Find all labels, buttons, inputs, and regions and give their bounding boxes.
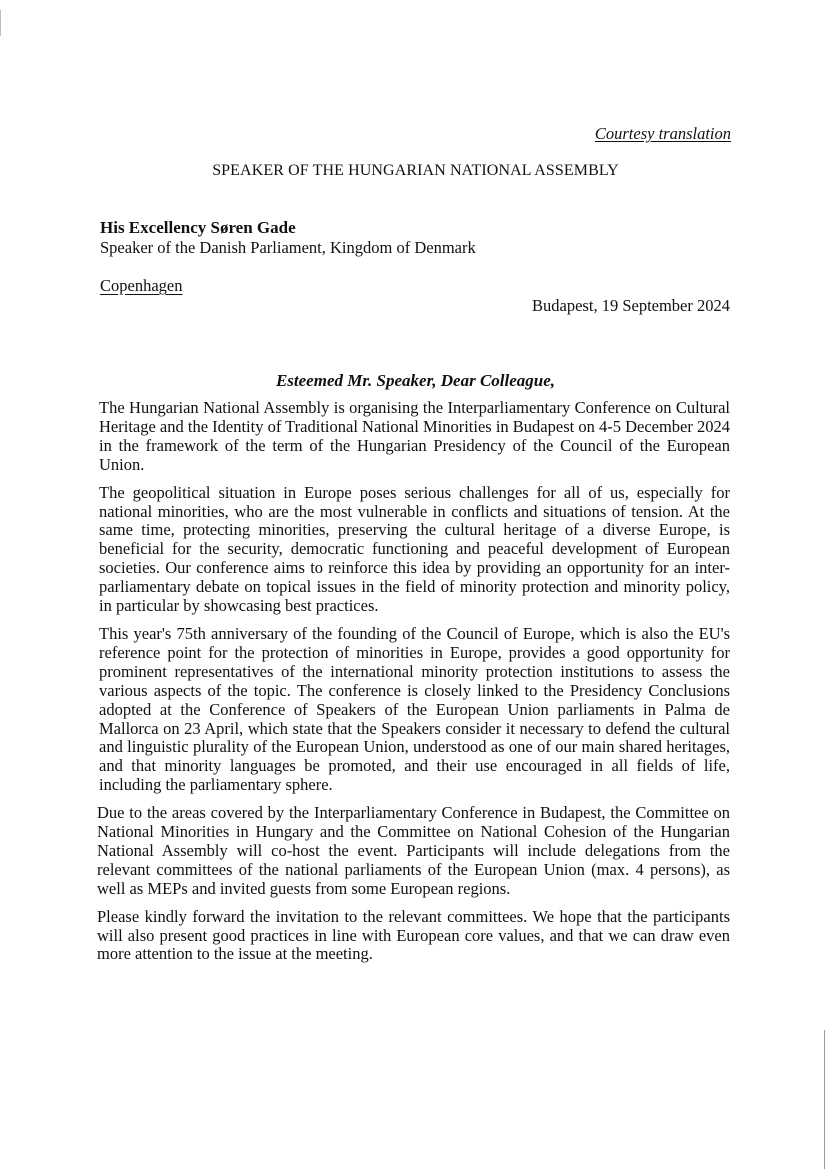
recipient-city: Copenhagen <box>100 276 183 295</box>
body-paragraph: Due to the areas covered by the Interparliamentary Conference in Budapest, the Committee on National Minorities in Hungary and the Committee on National Cohesion of the Hungarian National Assembly will co-host the event. Participants will include delegations from the relevant committees of the national parliaments of the European Union (max. 4 persons), as well as MEPs and invited guests from some European regions. <box>97 803 730 898</box>
letter-date: Budapest, 19 September 2024 <box>532 296 730 315</box>
scan-edge-mark <box>0 10 1 36</box>
recipient-position: Speaker of the Danish Parliament, Kingdom of Denmark <box>100 238 476 257</box>
scan-edge-mark <box>824 1030 825 1169</box>
sender-title-text: SPEAKER OF THE HUNGARIAN NATIONAL ASSEMBLY <box>212 162 619 179</box>
body-paragraph: This year's 75th anniversary of the founding of the Council of Europe, which is also the EU's reference point for the protection of minorities in Europe, provides a good opportunity for prominent representatives of the international minority protection institutions to assess the various aspects of the topic. The conference is closely linked to the Presidency Conclusions adopted at the Conference of Speakers of the European Union parliaments in Palma de Mallorca on 23 April, which state that the Speakers consider it necessary to defend the cultural and linguistic plurality of the European Union, understood as one of our main shared heritages, and that minority languages be promoted, and their use encouraged in all fields of life, including the parliamentary sphere. <box>99 623 730 795</box>
recipient-block <box>100 218 476 258</box>
courtesy-translation-note: Courtesy translation <box>594 124 731 143</box>
body-paragraph: The Hungarian National Assembly is organising the Interparliamentary Conference on Cultural Heritage and the Identity of Traditional National Minorities in Budapest on 4-5 December 2024 in the framework of the term of the Hungarian Presidency of the Council of the European Union. <box>99 398 730 474</box>
salutation: Esteemed Mr. Speaker, Dear Colleague, <box>275 371 556 390</box>
letter-body <box>99 399 730 973</box>
body-paragraph: The geopolitical situation in Europe poses serious challenges for all of us, especially for national minorities, who are the most vulnerable in conflicts and situations of tension. At the same time, protecting minorities, preserving the cultural heritage of a diverse Europe, is beneficial for the security, democratic functioning and peaceful development of European societies. Our conference aims to reinforce this idea by providing an opportunity for an inter-parliamentary debate on topical issues in the field of minority protection and minority policy, in particular by showcasing best practices. <box>99 482 730 616</box>
body-paragraph: Please kindly forward the invitation to the relevant committees. We hope that the participants will also present good practices in line with European core values, and that we can draw even more attention to the issue at the meeting. <box>97 906 730 964</box>
sender-title <box>0 162 827 180</box>
recipient-name: His Excellency Søren Gade <box>100 218 296 237</box>
